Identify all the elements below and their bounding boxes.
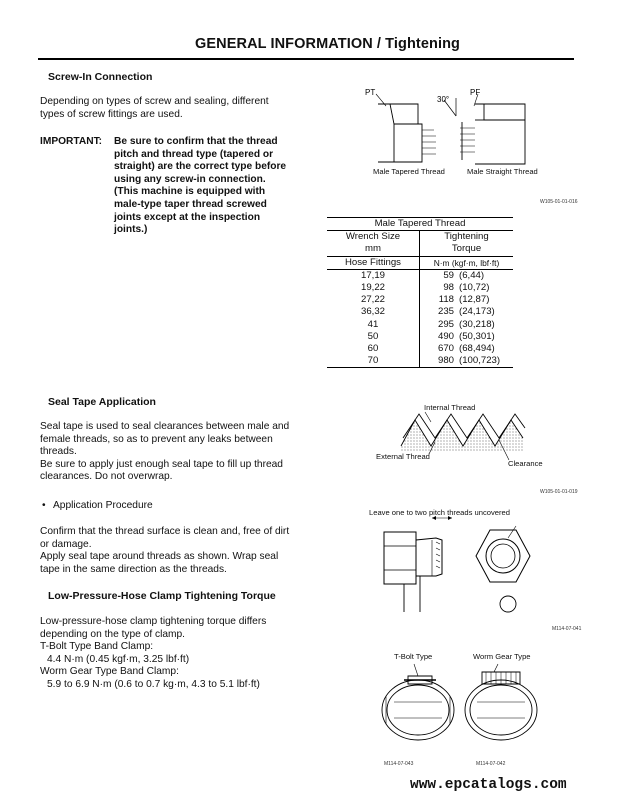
row-torque (420, 319, 514, 331)
seal-tape-line: threads. (40, 446, 77, 458)
row-nm: 490 (437, 330, 454, 342)
col-sub-hose-fittings: Hose Fittings (327, 256, 420, 269)
table-row (327, 269, 513, 282)
title-rule (38, 58, 574, 60)
figure-code: M114-07-042 (476, 761, 506, 767)
label-leave-threads: Leave one to two pitch threads uncovered (369, 508, 510, 517)
screw-in-heading: Screw-In Connection (48, 71, 153, 83)
hose-clamp-line: Low-pressure-hose clamp tightening torque differs (40, 616, 267, 627)
worm-clamp-drawing (465, 672, 537, 740)
tapered-fitting-drawing (378, 104, 436, 162)
straight-fitting-drawing (460, 104, 525, 164)
screw-in-intro-line: types of screw fittings are used. (40, 108, 183, 120)
col-header-torque: Torque (451, 243, 482, 255)
important-line: male-type taper thread screwed (114, 198, 267, 210)
procedure-label: Application Procedure (53, 500, 153, 511)
label-30-degrees: 30° (437, 95, 450, 104)
important-line: straight) are the correct type before (114, 161, 287, 173)
row-size: 19,22 (327, 282, 420, 294)
col-header-wrench: Wrench Size (327, 231, 420, 244)
torque-table-title: Male Tapered Thread (374, 218, 466, 230)
row-alt: (6,44) (459, 269, 485, 281)
hose-clamp-heading: Low-Pressure-Hose Clamp Tightening Torque (48, 590, 276, 602)
seal-tape-line: Be sure to apply just enough seal tape to fill up thread (40, 458, 283, 470)
row-size: 27,22 (327, 294, 420, 306)
row-size: 50 (327, 331, 420, 343)
caption-straight: Male Straight Thread (467, 167, 538, 176)
important-line: (This machine is equipped with (114, 186, 266, 198)
table-row (327, 294, 513, 306)
seal-tape-line: female threads, so as to prevent any leaks between (40, 433, 273, 445)
row-torque (420, 355, 514, 368)
hose-clamp-line: depending on the type of clamp. (40, 628, 185, 640)
seal-tape-line: clearances. Do not overwrap. (40, 471, 173, 483)
label-pf: PF (470, 88, 481, 97)
bullet: • (42, 500, 46, 511)
seal-tape-heading: Seal Tape Application (48, 396, 156, 408)
label-worm: Worm Gear Type (473, 652, 531, 661)
seal-tape-text (40, 421, 289, 484)
procedure-line: Apply seal tape around threads as shown. Wrap seal (40, 551, 279, 563)
row-size: 36,32 (327, 306, 420, 318)
row-size: 70 (327, 355, 420, 368)
label-tbolt: T-Bolt Type (394, 652, 433, 661)
row-alt: (100,723) (459, 355, 501, 367)
row-nm: 59 (443, 269, 454, 281)
worm-value: 5.9 to 6.9 N·m (0.6 to 0.7 kg·m, 4.3 to 5.1 lbf·ft) (47, 678, 260, 690)
important-line: using any screw-in connection. (114, 173, 266, 185)
tbolt-clamp-drawing (382, 676, 454, 740)
page-title: GENERAL INFORMATION / Tightening (195, 36, 460, 52)
row-torque (420, 343, 514, 355)
seal-tape-line: Seal tape is used to seal clearances between male and (40, 421, 290, 432)
procedure-line: tape in the same direction as the threads. (40, 563, 227, 575)
tbolt-value: 4.4 N·m (0.45 kgf·m, 3.25 lbf·ft) (47, 653, 190, 665)
row-nm: 980 (437, 355, 454, 367)
table-row (327, 282, 513, 294)
label-external-thread: External Thread (376, 452, 430, 461)
clamp-figure (374, 662, 554, 757)
table-row (327, 331, 513, 343)
procedure-text (40, 526, 289, 576)
row-torque (420, 294, 514, 306)
row-torque (420, 306, 514, 318)
hose-clamp-text (40, 616, 266, 692)
table-row (327, 306, 513, 318)
row-alt: (68,494) (459, 342, 495, 354)
seal-tape-wrap-figure (370, 516, 560, 626)
row-alt: (50,301) (459, 330, 495, 342)
row-torque (420, 282, 514, 294)
torque-table (327, 217, 513, 368)
procedure-line: Confirm that the thread surface is clean and, free of dirt (40, 526, 290, 537)
tbolt-label: T-Bolt Type Band Clamp: (40, 641, 154, 653)
important-label: IMPORTANT: (40, 136, 103, 147)
important-line: joints except at the inspection (114, 211, 261, 223)
worm-label: Worm Gear Type Band Clamp: (40, 666, 179, 678)
label-clearance: Clearance (508, 459, 543, 468)
screw-in-intro-line: Depending on types of screw and sealing, different (40, 96, 269, 107)
col-header-mm: mm (327, 243, 420, 256)
important-line: joints.) (114, 224, 148, 236)
caption-tapered: Male Tapered Thread (373, 167, 445, 176)
figure-code: M114-07-041 (552, 626, 582, 632)
footer-url[interactable]: www.epcatalogs.com (410, 777, 567, 793)
row-nm: 235 (437, 306, 454, 318)
col-sub-units: N·m (kgf·m, lbf·ft) (433, 257, 500, 268)
row-nm: 118 (438, 294, 454, 306)
important-line: Be sure to confirm that the thread (114, 136, 278, 147)
figure-code: W105-01-01-019 (540, 489, 578, 495)
table-row (327, 343, 513, 355)
row-nm: 98 (443, 282, 454, 294)
row-alt: (24,173) (459, 306, 495, 318)
figure-code: W105-01-01-016 (540, 199, 578, 205)
important-line: pitch and thread type (tapered or (114, 148, 274, 160)
table-row (327, 355, 513, 368)
row-nm: 670 (437, 342, 454, 354)
row-alt: (10,72) (459, 282, 490, 294)
col-header-tightening: Tightening (444, 231, 489, 243)
row-size: 17,19 (327, 269, 420, 282)
row-alt: (12,87) (459, 294, 490, 306)
row-nm: 295 (437, 318, 454, 330)
table-row (327, 319, 513, 331)
important-text (114, 136, 302, 237)
procedure-line: or damage. (40, 538, 92, 550)
label-pt: PT (365, 88, 376, 97)
row-torque (420, 269, 514, 282)
screw-in-intro (40, 96, 269, 121)
row-size: 60 (327, 343, 420, 355)
figure-code: M114-07-043 (384, 761, 414, 767)
row-alt: (30,218) (459, 318, 495, 330)
label-internal-thread: Internal Thread (424, 403, 476, 412)
row-torque (420, 331, 514, 343)
row-size: 41 (327, 319, 420, 331)
